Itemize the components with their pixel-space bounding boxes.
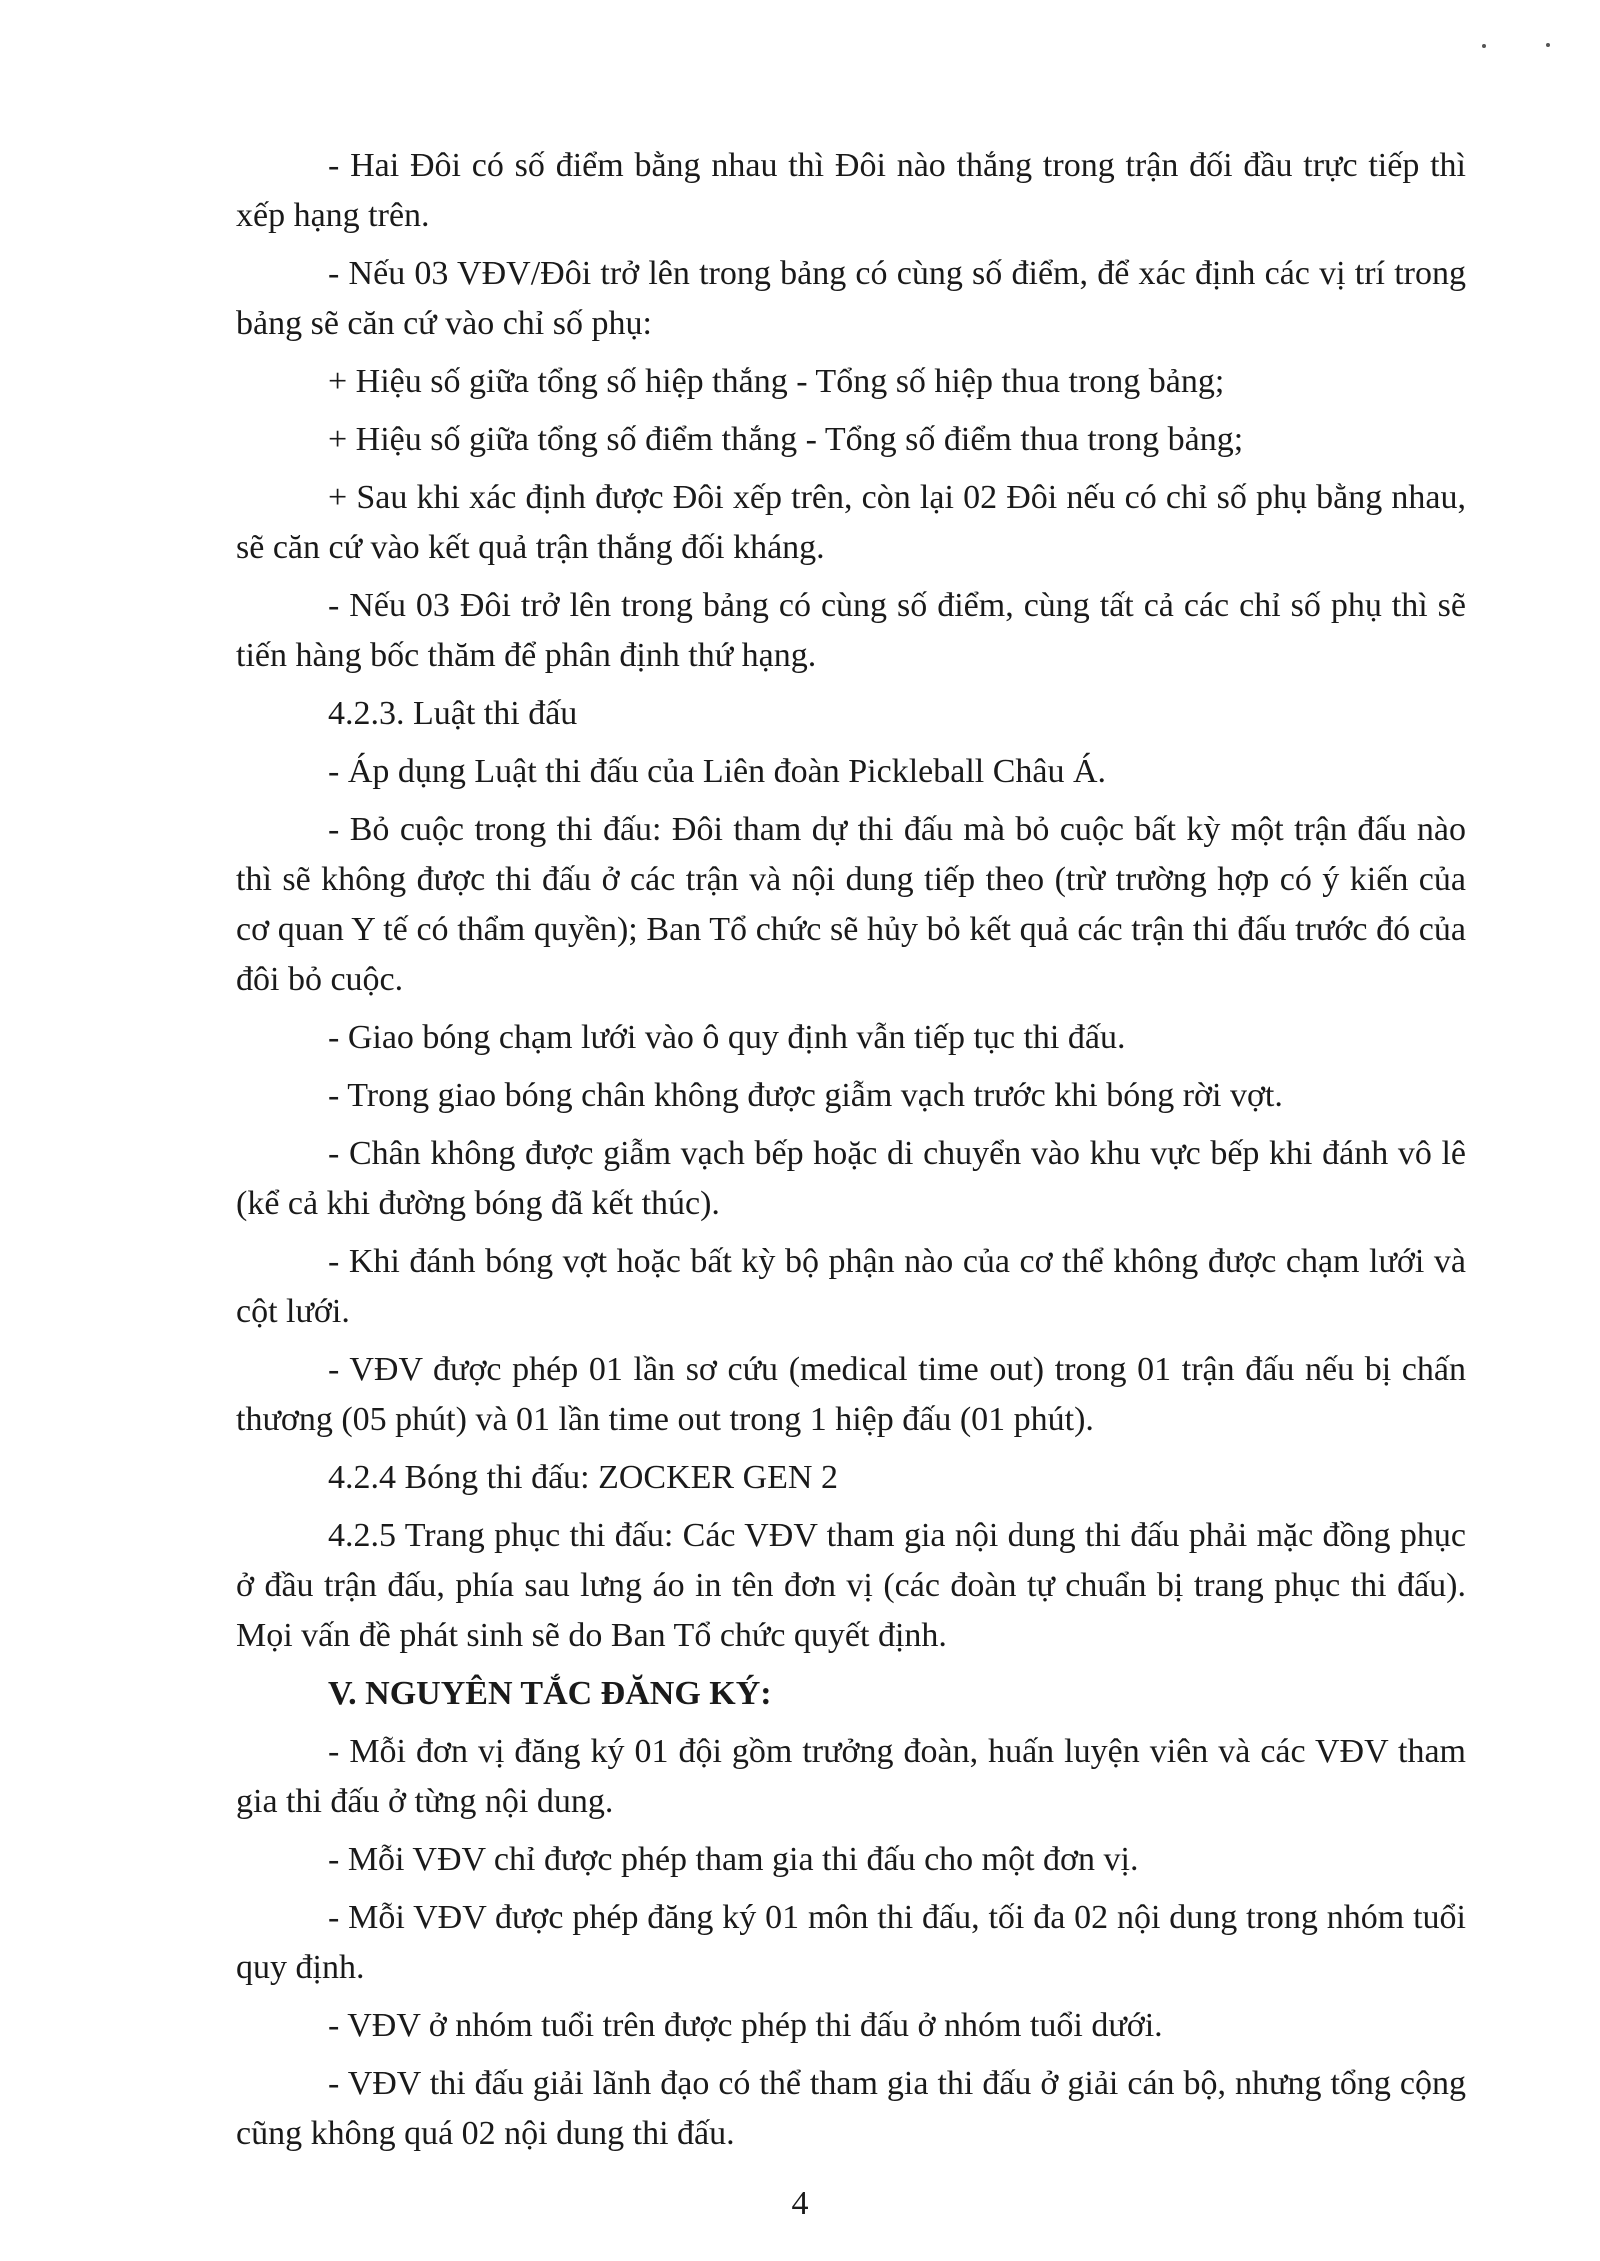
paragraph-event-limit: - Mỗi VĐV được phép đăng ký 01 môn thi đấu, tối đa 02 nội dung trong nhóm tuổi quy định. bbox=[236, 1899, 1466, 1986]
section-heading-4-2-5: 4.2.5 Trang phục thi đấu: Các VĐV tham gia nội dung thi đấu phải mặc đồng phục ở đầu trận đấu, phía sau lưng áo in tên đơn vị (các đoàn tự chuẩn bị trang phục thi đấu). Mọi vấn đề phát sinh sẽ do Ban Tổ chức quyết định. bbox=[236, 1517, 1466, 1654]
tiebreak-head-to-head: + Sau khi xác định được Đôi xếp trên, còn lại 02 Đôi nếu có chỉ số phụ bằng nhau, sẽ căn cứ vào kết quả trận thắng đối kháng. bbox=[236, 479, 1466, 566]
paragraph-serve-foot-fault: - Trong giao bóng chân không được giẫm vạch trước khi bóng rời vợt. bbox=[328, 1077, 1283, 1114]
paragraph-kitchen-volley: - Chân không được giẫm vạch bếp hoặc di chuyển vào khu vực bếp khi đánh vô lê (kể cả khi đường bóng đã kết thúc). bbox=[236, 1135, 1466, 1222]
paragraph-team-composition: - Mỗi đơn vị đăng ký 01 đội gồm trưởng đoàn, huấn luyện viên và các VĐV tham gia thi đấu ở từng nội dung. bbox=[236, 1733, 1466, 1820]
paragraph-medical-timeout: - VĐV được phép 01 lần sơ cứu (medical time out) trong 01 trận đấu nếu bị chấn thương (05 phút) và 01 lần time out trong 1 hiệp đấu (01 phút). bbox=[236, 1351, 1466, 1438]
paragraph-leader-tournament: - VĐV thi đấu giải lãnh đạo có thể tham gia thi đấu ở giải cán bộ, nhưng tổng cộng cũng không quá 02 nội dung thi đấu. bbox=[236, 2065, 1466, 2152]
paragraph-draw-lots: - Nếu 03 Đôi trở lên trong bảng có cùng số điểm, cùng tất cả các chỉ số phụ thì sẽ tiến hàng bốc thăm để phân định thứ hạng. bbox=[236, 587, 1466, 674]
document-body bbox=[236, 141, 1466, 2167]
paragraph-net-touch: - Khi đánh bóng vợt hoặc bất kỳ bộ phận nào của cơ thể không được chạm lưới và cột lưới. bbox=[236, 1243, 1466, 1330]
paragraph-serve-net: - Giao bóng chạm lưới vào ô quy định vẫn tiếp tục thi đấu. bbox=[328, 1019, 1126, 1056]
tiebreak-set-difference: + Hiệu số giữa tổng số hiệp thắng - Tổng số hiệp thua trong bảng; bbox=[328, 363, 1225, 400]
paragraph-apply-rules: - Áp dụng Luật thi đấu của Liên đoàn Pickleball Châu Á. bbox=[328, 753, 1107, 790]
scan-mark bbox=[1546, 43, 1550, 47]
paragraph-age-group: - VĐV ở nhóm tuổi trên được phép thi đấu ở nhóm tuổi dưới. bbox=[328, 2007, 1163, 2044]
paragraph-tie-two-pairs: - Hai Đôi có số điểm bằng nhau thì Đôi nào thắng trong trận đối đầu trực tiếp thì xếp hạng trên. bbox=[236, 147, 1466, 234]
section-heading-4-2-4: 4.2.4 Bóng thi đấu: ZOCKER GEN 2 bbox=[328, 1459, 838, 1496]
tiebreak-point-difference: + Hiệu số giữa tổng số điểm thắng - Tổng số điểm thua trong bảng; bbox=[328, 421, 1244, 458]
paragraph-one-unit-only: - Mỗi VĐV chỉ được phép tham gia thi đấu cho một đơn vị. bbox=[328, 1841, 1139, 1878]
page-number: 4 bbox=[791, 2185, 809, 2222]
scan-mark bbox=[1482, 44, 1486, 48]
paragraph-tie-three-or-more: - Nếu 03 VĐV/Đôi trở lên trong bảng có cùng số điểm, để xác định các vị trí trong bảng sẽ căn cứ vào chỉ số phụ: bbox=[236, 255, 1466, 342]
section-heading-4-2-3: 4.2.3. Luật thi đấu bbox=[328, 695, 578, 732]
paragraph-forfeit: - Bỏ cuộc trong thi đấu: Đôi tham dự thi đấu mà bỏ cuộc bất kỳ một trận đấu nào thì sẽ không được thi đấu ở các trận và nội dung tiếp theo (trừ trường hợp có ý kiến của cơ quan Y tế có thẩm quyền); Ban Tổ chức sẽ hủy bỏ kết quả các trận thi đấu trước đó của đôi bỏ cuộc. bbox=[236, 811, 1466, 998]
section-heading-v: V. NGUYÊN TẮC ĐĂNG KÝ: bbox=[328, 1675, 772, 1712]
